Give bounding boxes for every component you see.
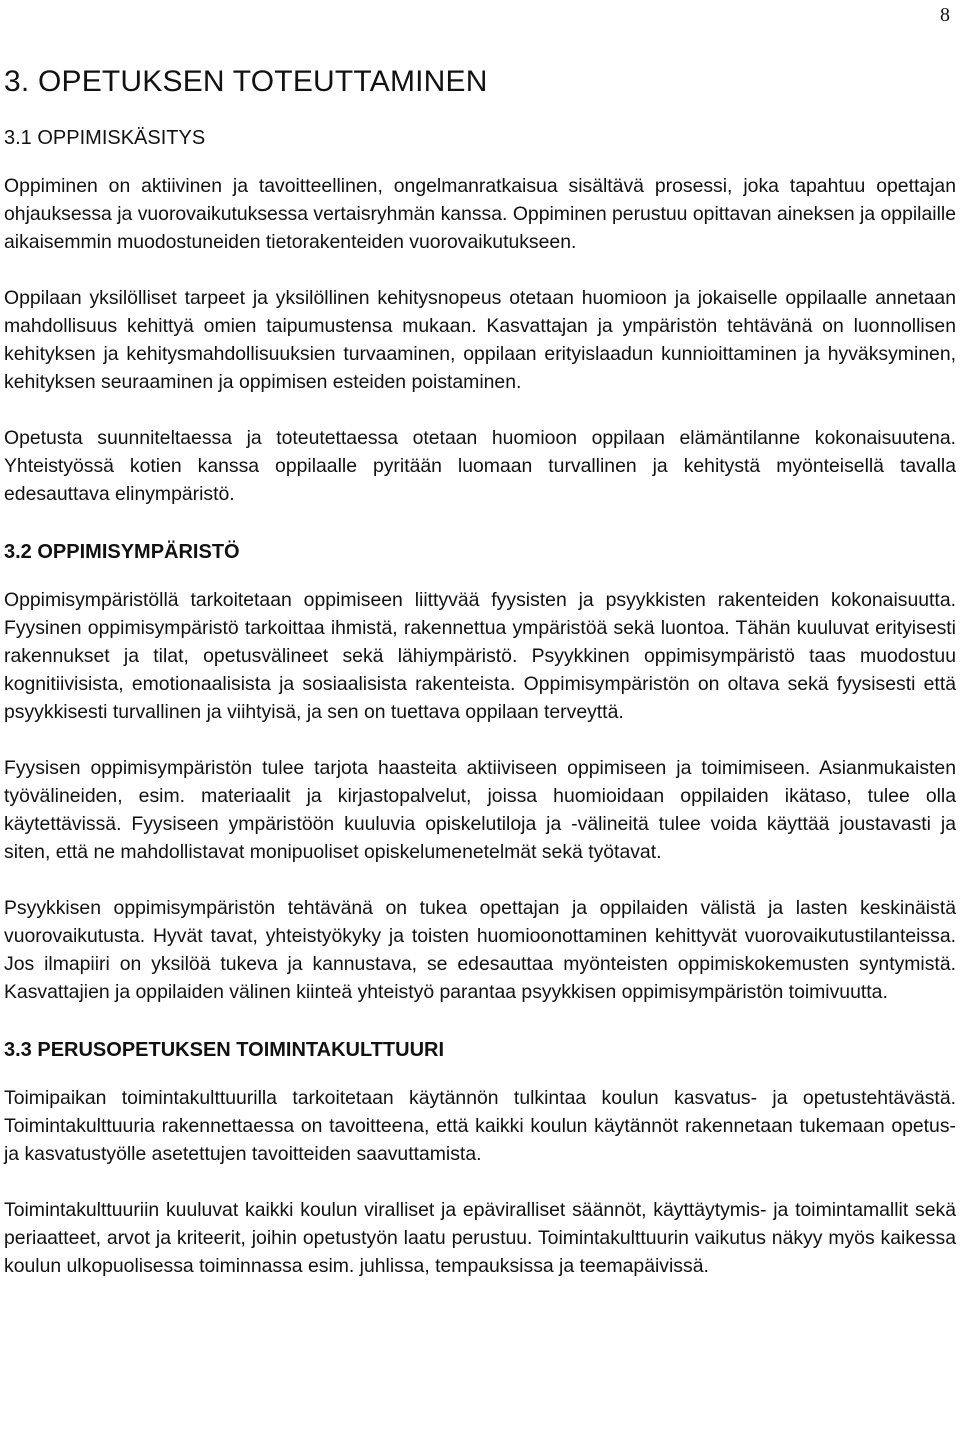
paragraph: Toimipaikan toimintakulttuurilla tarkoitetaan käytännön tulkintaa koulun kasvatus- ja opetustehtävästä. Toimintakulttuuria rakennettaessa on tavoitteena, että kaikki koulun käytännöt rakennetaan tukemaan opetus- ja kasvatustyölle asetettujen tavoitteiden saavuttamista. [4,1087,956,1165]
section-heading: 3.3 PERUSOPETUKSEN TOIMINTAKULTTUURI [4,1039,445,1061]
section-toimintakulttuuri [4,1036,956,1280]
paragraph: Toimintakulttuuriin kuuluvat kaikki koulun viralliset ja epäviralliset säännöt, käyttäytymis- ja toimintamallit sekä periaatteet, arvot ja kriteerit, joihin opetustyön laatu perustuu. Toimintakulttuurin vaikutus näkyy myös kaikessa koulun ulkopuolisessa toiminnassa esim. juhlissa, tempauksissa ja teemapäivissä. [4,1199,956,1277]
paragraph: Oppimisympäristöllä tarkoitetaan oppimiseen liittyvää fyysisten ja psyykkisten rakenteiden kokonaisuutta. Fyysinen oppimisympäristö tarkoittaa ihmistä, rakennettua ympäristöä sekä luontoa. Tähän kuuluvat erityisesti rakennukset ja tilat, opetusvälineet sekä lähiympäristö. Psyykkinen oppimisympäristö taas muodostuu kognitiivisista, emotionaalisista ja sosiaalisista rakenteista. Oppimisympäristön on oltava sekä fyysisesti että psyykkisesti turvallinen ja viihtyisä, ja sen on tuettava oppilaan terveyttä. [4,589,956,723]
paragraph: Psyykkisen oppimisympäristön tehtävänä on tukea opettajan ja oppilaiden välistä ja lasten keskinäistä vuorovaikutusta. Hyvät tavat, yhteistyökyky ja toisten huomioonottaminen kehittyvät vuorovaikutustilanteissa. Jos ilmapiiri on yksilöä tukeva ja kannustava, se edesauttaa myönteisten oppimiskokemusten syntymistä. Kasvattajien ja oppilaiden välinen kiinteä yhteistyö parantaa psyykkisen oppimisympäristön toimivuutta. [4,897,956,1003]
section-oppimisymparisto [4,538,956,1006]
section-heading: 3.1 OPPIMISKÄSITYS [4,127,206,149]
paragraph: Opetusta suunniteltaessa ja toteutettaessa otetaan huomioon oppilaan elämäntilanne kokonaisuutena. Yhteistyössä kotien kanssa oppilaalle pyritään luomaan turvallinen ja kehitystä myönteisellä tavalla edesauttava elinympäristö. [4,427,956,505]
section-heading: 3.2 OPPIMISYMPÄRISTÖ [4,541,240,563]
page-number: 8 [940,4,950,26]
document-body [4,62,956,1308]
paragraph: Fyysisen oppimisympäristön tulee tarjota haasteita aktiiviseen oppimiseen ja toimimiseen. Asianmukaisten työvälineiden, esim. materiaalit ja kirjastopalvelut, joissa huomioidaan oppilaiden ikätaso, tulee olla käytettävissä. Fyysiseen ympäristöön kuuluvia opiskelutiloja ja -välineitä tulee voida käyttää joustavasti ja siten, että ne mahdollistavat monipuoliset opiskelumenetelmät sekä työtavat. [4,757,956,863]
chapter-title: 3. OPETUKSEN TOTEUTTAMINEN [4,65,488,98]
paragraph: Oppiminen on aktiivinen ja tavoitteellinen, ongelmanratkaisua sisältävä prosessi, joka tapahtuu opettajan ohjauksessa ja vuorovaikutuksessa vertaisryhmän kanssa. Oppiminen perustuu opittavan aineksen ja oppilaille aikaisemmin muodostuneiden tietorakenteiden vuorovaikutukseen. [4,175,956,253]
paragraph: Oppilaan yksilölliset tarpeet ja yksilöllinen kehitysnopeus otetaan huomioon ja jokaiselle oppilaalle annetaan mahdollisuus kehittyä omien taipumustensa mukaan. Kasvattajan ja ympäristön tehtävänä on luonnollisen kehityksen ja kehitysmahdollisuuksien turvaaminen, oppilaan erityislaadun kunnioittaminen ja hyväksyminen, kehityksen seuraaminen ja oppimisen esteiden poistaminen. [4,287,956,393]
section-oppimiskasitys [4,124,956,508]
